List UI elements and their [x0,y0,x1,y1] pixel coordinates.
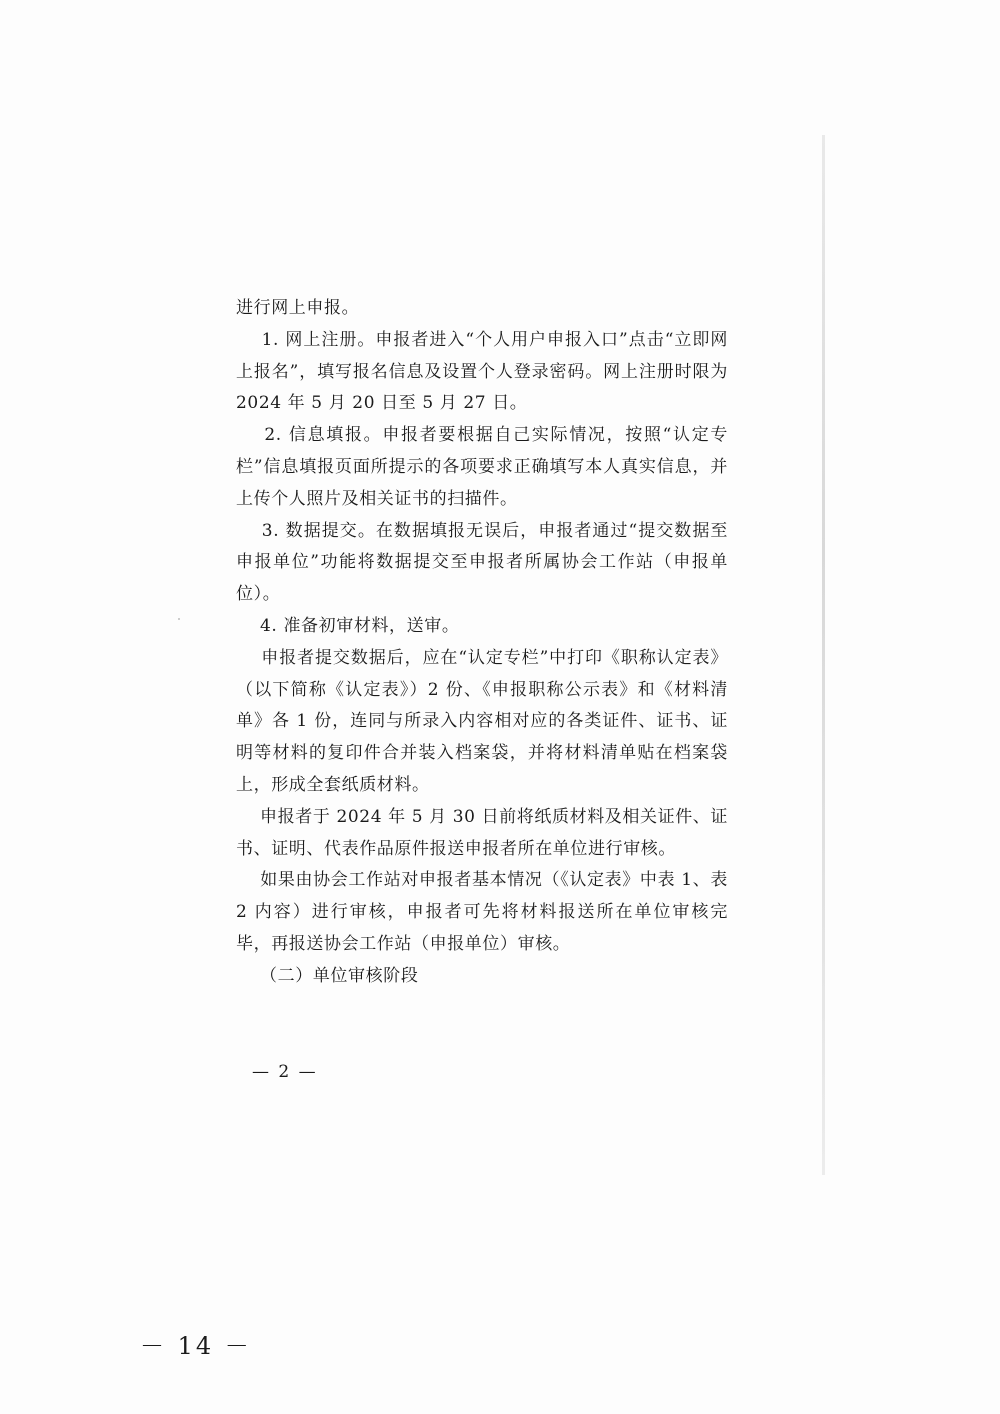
outer-page-number: － 14 － [140,1332,252,1360]
paragraph-online-registration: 1. 网上注册。申报者进入“个人用户申报入口”点击“立即网上报名”，填写报名信息及设置个人登录密码。网上注册时限为 2024 年 5 月 20 日至 5 月 27 日。 [236,329,735,414]
paragraph-information-filling: 2. 信息填报。申报者要根据自己实际情况，按照“认定专栏”信息填报页面所提示的各项要求正确填写本人真实信息，并上传个人照片及相关证书的扫描件。 [236,425,729,509]
paragraph-submission-deadline: 申报者于 2024 年 5 月 30 日前将纸质材料及相关证件、证书、证明、代表作品原件报送申报者所在单位进行审核。 [236,806,729,859]
scan-shadow-line [822,135,825,1175]
paragraph-association-review: 如果由协会工作站对申报者基本情况（《认定表》中表 1、表 2 内容）进行审核，申报者可先将材料报送所在单位审核完毕，再报送协会工作站（申报单位）审核。 [236,870,735,954]
paragraph-data-submission: 3. 数据提交。在数据填报无误后，申报者通过“提交数据至申报单位”功能将数据提交至申报者所属协会工作站（申报单位）。 [236,520,728,605]
body-text [236,293,735,993]
paragraph-print-forms: 申报者提交数据后，应在“认定专栏”中打印《职称认定表》（以下简称《认定表》）2 份、《申报职称公示表》和《材料清单》各 1 份，连同与所录入内容相对应的各类证件、证书、证明等材料的复印件合并装入档案袋，并将材料清单贴在档案袋上，形成全套纸质材料。 [236,647,729,795]
section-heading-unit-review: （二）单位审核阶段 [236,965,419,986]
scan-speck [178,618,180,620]
paragraph-continuation: 进行网上申报。 [236,298,360,318]
inner-page-number: — 2 — [252,1062,318,1082]
paragraph-prepare-materials: 4. 准备初审材料，送审。 [236,615,460,636]
